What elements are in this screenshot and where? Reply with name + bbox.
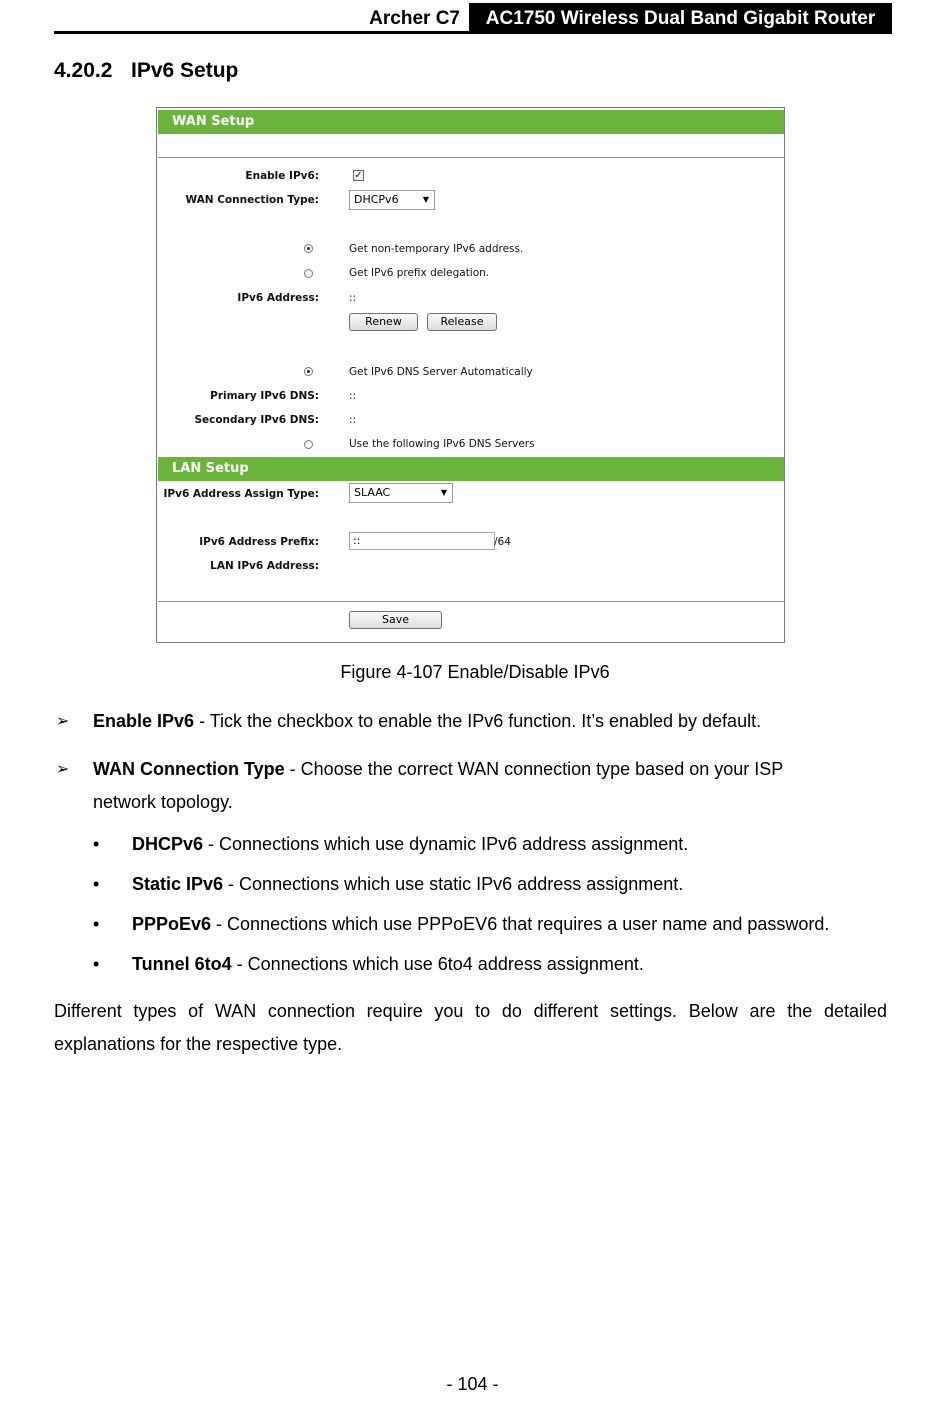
prefix-delegation-radio[interactable] xyxy=(304,269,313,278)
dot-bullet-icon: • xyxy=(93,874,100,894)
section-title xyxy=(54,59,238,83)
primary-dns-label: Primary IPv6 DNS: xyxy=(210,390,319,402)
bullet-text: - Choose the correct WAN connection type based on your ISP xyxy=(284,759,784,779)
section-heading: IPv6 Setup xyxy=(131,59,239,82)
bullet-text: - Tick the checkbox to enable the IPv6 function. It’s enabled by default. xyxy=(194,711,762,731)
dot-bullet-icon: • xyxy=(93,834,100,854)
dot-bullet-icon: • xyxy=(93,954,100,974)
header-rule xyxy=(54,31,892,34)
non-temporary-radio[interactable] xyxy=(304,244,313,253)
secondary-dns-label: Secondary IPv6 DNS: xyxy=(194,414,319,426)
ipv6-address-label: IPv6 Address: xyxy=(237,292,319,304)
enable-ipv6-label: Enable IPv6: xyxy=(245,170,319,182)
dns-manual-radio[interactable] xyxy=(304,440,313,449)
dropdown-arrow-icon: ▼ xyxy=(422,195,429,204)
sub-bullet-text: - Connections which use PPPoEV6 that requires a user name and password. xyxy=(211,914,830,934)
dropdown-arrow-icon: ▼ xyxy=(440,488,447,497)
bullet-line xyxy=(93,753,783,786)
arrow-bullet-icon: ➢ xyxy=(56,713,70,730)
enable-ipv6-checkbox[interactable]: ✓ xyxy=(354,170,363,181)
sub-bullet-term: DHCPv6 xyxy=(132,834,204,854)
prefix-delegation-label: Get IPv6 prefix delegation. xyxy=(349,267,490,279)
page-number: - 104 - xyxy=(446,1374,499,1394)
dns-auto-label: Get IPv6 DNS Server Automatically xyxy=(349,366,533,378)
section-number: 4.20.2 xyxy=(54,59,113,82)
header-model: Archer C7 xyxy=(369,8,460,29)
release-button[interactable]: Release xyxy=(427,313,497,331)
secondary-dns-value: :: xyxy=(349,414,357,426)
arrow-bullet-icon: ➢ xyxy=(56,761,70,778)
save-divider xyxy=(158,601,784,602)
lan-setup-header: LAN Setup xyxy=(158,457,784,481)
wan-type-value: DHCPv6 xyxy=(354,193,399,206)
wan-type-select[interactable] xyxy=(349,190,435,210)
wan-divider xyxy=(158,157,784,158)
lan-address-label: LAN IPv6 Address: xyxy=(210,560,319,572)
sub-bullet-term: Tunnel 6to4 xyxy=(132,954,232,974)
ipv6-address-value: :: xyxy=(349,292,357,304)
prefix-suffix: /64 xyxy=(494,536,511,548)
sub-bullet-term: PPPoEv6 xyxy=(132,914,212,934)
dot-bullet-icon: • xyxy=(93,914,100,934)
ipv6-setup-screenshot xyxy=(156,107,785,643)
bullet-text-continued: network topology. xyxy=(93,792,233,812)
header-product: AC1750 Wireless Dual Band Gigabit Router xyxy=(469,3,892,34)
prefix-label: IPv6 Address Prefix: xyxy=(199,536,319,548)
renew-button[interactable]: Renew xyxy=(349,313,418,331)
non-temporary-label: Get non-temporary IPv6 address. xyxy=(349,243,524,255)
sub-bullet-line xyxy=(132,828,688,861)
sub-bullet-text: - Connections which use 6to4 address assignment. xyxy=(231,954,644,974)
bullet-term: Enable IPv6 xyxy=(93,711,195,731)
sub-bullet-line xyxy=(132,948,644,981)
assign-type-label: IPv6 Address Assign Type: xyxy=(163,488,319,500)
sub-bullet-line xyxy=(132,868,683,901)
assign-type-select[interactable] xyxy=(349,483,453,503)
sub-bullet-text: - Connections which use static IPv6 address assignment. xyxy=(223,874,684,894)
bullet-line xyxy=(93,705,761,738)
wan-type-label: WAN Connection Type: xyxy=(185,194,319,206)
bullet-term: WAN Connection Type xyxy=(93,759,285,779)
save-button[interactable]: Save xyxy=(349,611,442,629)
sub-bullet-text: - Connections which use dynamic IPv6 address assignment. xyxy=(203,834,689,854)
sub-bullet-line xyxy=(132,908,829,941)
body-paragraph: Different types of WAN connection require you to do different settings. Below are the detailed explanations for the respective type. xyxy=(54,1001,887,1054)
dns-auto-radio[interactable] xyxy=(304,367,313,376)
assign-type-value: SLAAC xyxy=(354,486,391,499)
figure-caption: Figure 4-107 Enable/Disable IPv6 xyxy=(340,662,610,682)
wan-setup-header: WAN Setup xyxy=(158,110,784,134)
dns-manual-label: Use the following IPv6 DNS Servers xyxy=(349,438,535,450)
prefix-input[interactable]: :: xyxy=(349,532,495,550)
sub-bullet-term: Static IPv6 xyxy=(132,874,224,894)
primary-dns-value: :: xyxy=(349,390,357,402)
